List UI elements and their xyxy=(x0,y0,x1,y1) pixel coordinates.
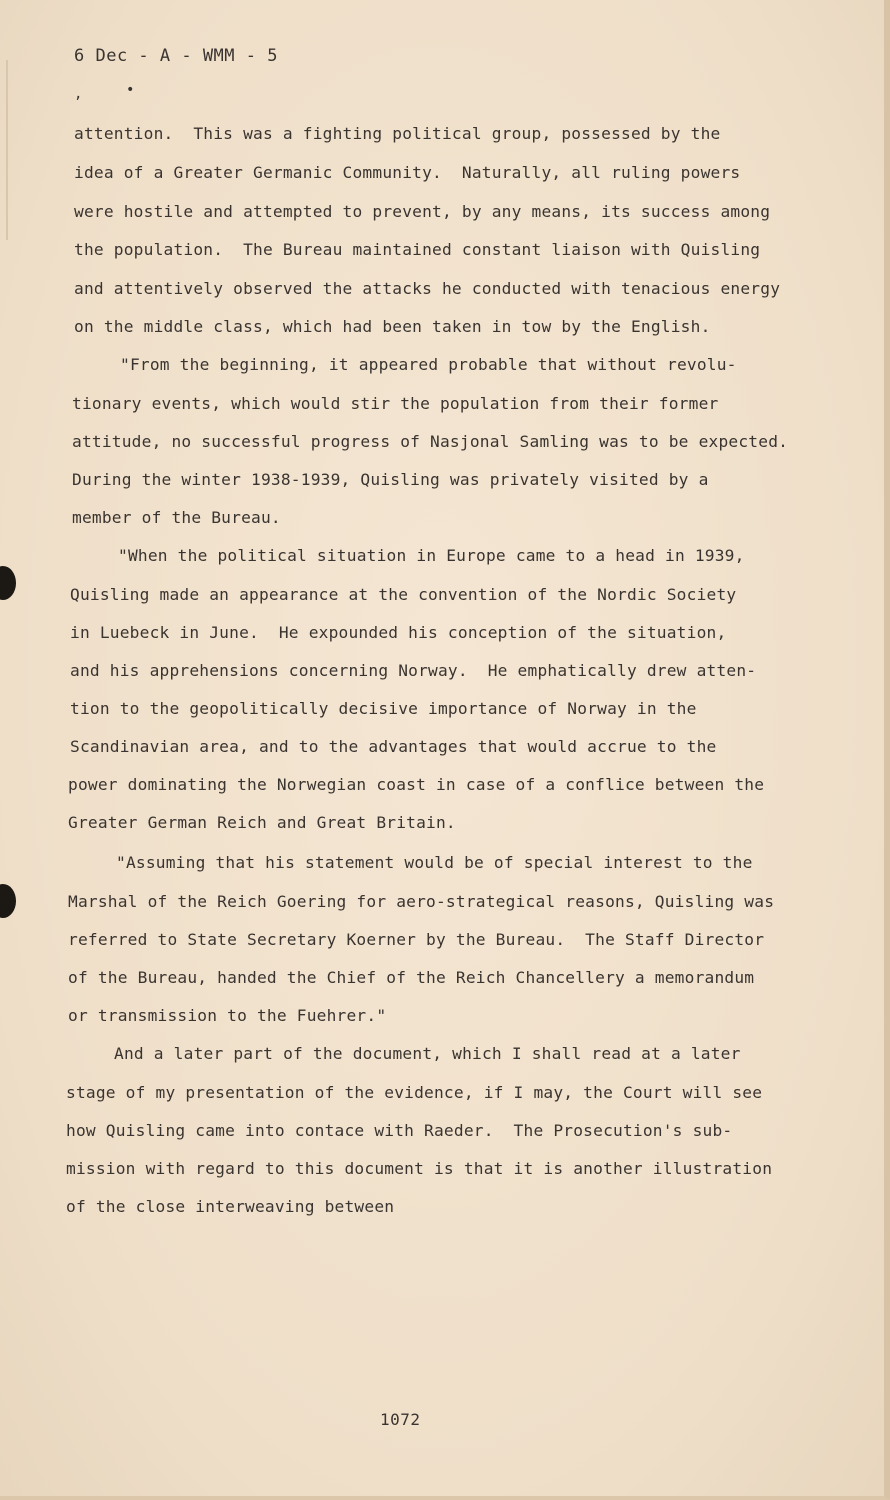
text-line: on the middle class, which had been taken in tow by the English. xyxy=(74,317,711,336)
text-line: power dominating the Norwegian coast in case of a conflice between the xyxy=(68,775,765,794)
text-line: Quisling made an appearance at the convention of the Nordic Society xyxy=(70,585,737,604)
text-line: of the Bureau, handed the Chief of the Reich Chancellery a memorandum xyxy=(68,968,755,987)
text-line: And a later part of the document, which I shall read at a later xyxy=(114,1044,741,1063)
text-line: "Assuming that his statement would be of special interest to the xyxy=(116,853,753,872)
stray-mark: , xyxy=(74,86,83,102)
text-line: tion to the geopolitically decisive importance of Norway in the xyxy=(70,699,697,718)
punch-hole xyxy=(0,566,16,600)
text-line: of the close interweaving between xyxy=(66,1197,395,1216)
text-line: mission with regard to this document is that it is another illustration xyxy=(66,1159,773,1178)
text-line: "From the beginning, it appeared probable that without revolu- xyxy=(120,355,737,374)
text-line: or transmission to the Fuehrer." xyxy=(68,1006,387,1025)
text-line: attention. This was a fighting political group, possessed by the xyxy=(74,124,721,143)
edge-mark xyxy=(6,60,8,240)
text-line: tionary events, which would stir the population from their former xyxy=(72,394,719,413)
text-line: and his apprehensions concerning Norway. He emphatically drew atten- xyxy=(70,661,757,680)
text-line: "When the political situation in Europe came to a head in 1939, xyxy=(118,546,745,565)
page-header: 6 Dec - A - WMM - 5 xyxy=(74,46,278,66)
text-line: and attentively observed the attacks he conducted with tenacious energy xyxy=(74,279,781,298)
text-line: Scandinavian area, and to the advantages that would accrue to the xyxy=(70,737,717,756)
text-line: attitude, no successful progress of Nasjonal Samling was to be expected. xyxy=(72,432,789,451)
text-line: the population. The Bureau maintained constant liaison with Quisling xyxy=(74,240,761,259)
text-line: member of the Bureau. xyxy=(72,508,281,527)
text-line: in Luebeck in June. He expounded his conception of the situation, xyxy=(70,623,727,642)
text-line: stage of my presentation of the evidence, if I may, the Court will see xyxy=(66,1083,763,1102)
text-line: how Quisling came into contace with Raeder. The Prosecution's sub- xyxy=(66,1121,733,1140)
text-line: were hostile and attempted to prevent, by any means, its success among xyxy=(74,202,771,221)
text-line: idea of a Greater Germanic Community. Naturally, all ruling powers xyxy=(74,163,741,182)
text-line: referred to State Secretary Koerner by the Bureau. The Staff Director xyxy=(68,930,765,949)
stray-mark: • xyxy=(126,82,135,98)
punch-hole xyxy=(0,884,16,918)
text-line: During the winter 1938-1939, Quisling was privately visited by a xyxy=(72,470,709,489)
text-line: Marshal of the Reich Goering for aero-strategical reasons, Quisling was xyxy=(68,892,775,911)
text-line: Greater German Reich and Great Britain. xyxy=(68,813,456,832)
page-number: 1072 xyxy=(380,1410,421,1429)
